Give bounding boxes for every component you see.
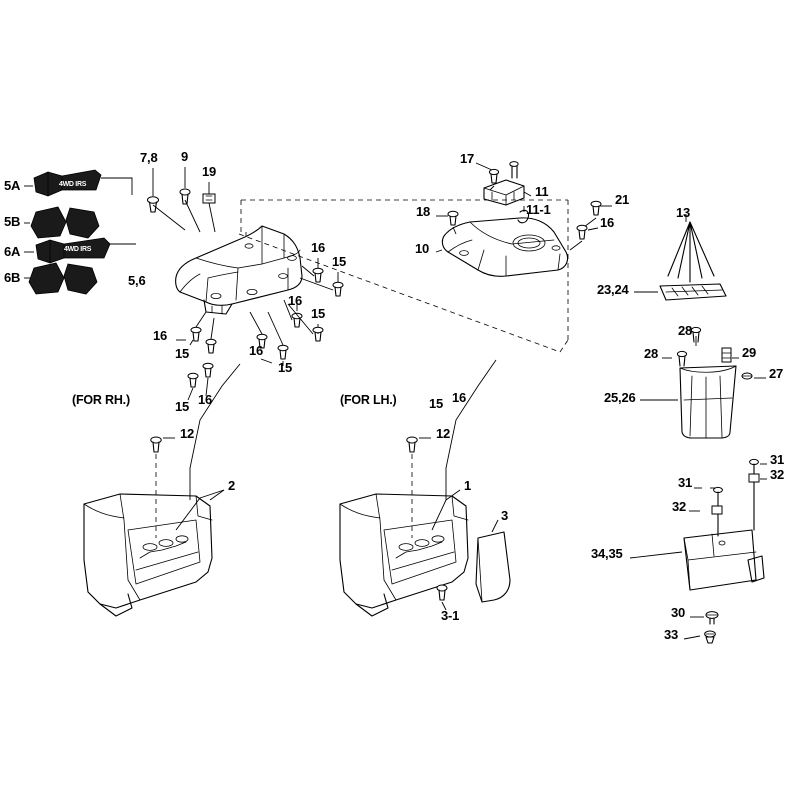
fastener-17 bbox=[476, 162, 518, 190]
fastener-9 bbox=[180, 167, 190, 204]
label-32-b: 32 bbox=[672, 499, 687, 514]
rh-side-cover bbox=[176, 226, 302, 314]
label-28-a: 28 bbox=[678, 323, 693, 338]
label-30: 30 bbox=[671, 605, 686, 620]
decal-badge-6a: 4WD IRS bbox=[64, 246, 92, 253]
label-1: 1 bbox=[464, 478, 472, 493]
fastener-28-b bbox=[662, 351, 687, 366]
decal-5b bbox=[31, 207, 99, 238]
label-7-8: 7,8 bbox=[140, 150, 158, 165]
label-16-a: 16 bbox=[311, 240, 326, 255]
fastener-28-a bbox=[691, 327, 700, 346]
label-12-lh: 12 bbox=[436, 426, 451, 441]
fastener-32-b bbox=[689, 506, 722, 514]
label-5-6: 5,6 bbox=[128, 273, 146, 288]
label-9: 9 bbox=[181, 149, 189, 164]
label-15-a: 15 bbox=[332, 254, 347, 269]
fastener-18 bbox=[436, 211, 458, 234]
fastener-29 bbox=[722, 348, 739, 362]
label-15-d: 15 bbox=[278, 360, 293, 375]
label-16-c: 16 bbox=[153, 328, 168, 343]
label-11-1: 11-1 bbox=[526, 202, 551, 217]
label-3: 3 bbox=[501, 508, 509, 523]
label-6b: 6B bbox=[4, 270, 21, 285]
decal-badge-5a: 4WD IRS bbox=[59, 181, 87, 188]
label-for-lh: (FOR LH.) bbox=[340, 393, 397, 407]
label-23-24: 23,24 bbox=[597, 282, 629, 297]
fastener-31-a bbox=[750, 459, 767, 530]
label-6a: 6A bbox=[4, 244, 21, 259]
label-31-a: 31 bbox=[770, 452, 785, 467]
console-box-34-35 bbox=[630, 530, 764, 590]
tunnel-cover bbox=[442, 218, 567, 276]
fastener-16-g bbox=[570, 225, 598, 250]
label-19: 19 bbox=[202, 164, 217, 179]
label-27: 27 bbox=[769, 366, 784, 381]
rh-fasteners bbox=[176, 258, 343, 400]
fastener-3-1 bbox=[437, 585, 447, 610]
fastener-30 bbox=[690, 612, 718, 624]
label-16-b: 16 bbox=[288, 293, 303, 308]
kick-panel-3 bbox=[476, 520, 510, 602]
label-5b: 5B bbox=[4, 214, 21, 229]
label-33: 33 bbox=[664, 627, 679, 642]
floor-pan-lh bbox=[340, 437, 468, 616]
label-15-c: 15 bbox=[175, 346, 190, 361]
handle-assembly-13 bbox=[634, 214, 726, 300]
fastener-27 bbox=[742, 373, 766, 379]
label-for-rh: (FOR RH.) bbox=[72, 393, 130, 407]
label-16-d: 16 bbox=[249, 343, 264, 358]
bucket-25-26 bbox=[640, 366, 736, 438]
label-3-1: 3-1 bbox=[441, 608, 460, 623]
label-10: 10 bbox=[415, 241, 430, 256]
label-21: 21 bbox=[615, 192, 630, 207]
label-34-35: 34,35 bbox=[591, 546, 623, 561]
label-5a: 5A bbox=[4, 178, 21, 193]
label-15-f: 15 bbox=[429, 396, 444, 411]
label-25-26: 25,26 bbox=[604, 390, 636, 405]
label-29: 29 bbox=[742, 345, 757, 360]
label-15-e: 15 bbox=[175, 399, 190, 414]
fastener-32-a bbox=[749, 474, 767, 482]
label-16-e: 16 bbox=[198, 392, 213, 407]
label-15-b: 15 bbox=[311, 306, 326, 321]
decal-6b bbox=[29, 263, 97, 294]
label-16-g: 16 bbox=[600, 215, 615, 230]
label-18: 18 bbox=[416, 204, 431, 219]
bracket-11 bbox=[484, 180, 531, 205]
label-16-f: 16 bbox=[452, 390, 467, 405]
label-31-b: 31 bbox=[678, 475, 693, 490]
label-28-b: 28 bbox=[644, 346, 659, 361]
label-13: 13 bbox=[676, 205, 691, 220]
floor-pan-rh bbox=[84, 437, 224, 616]
label-2: 2 bbox=[228, 478, 236, 493]
fastener-33 bbox=[684, 631, 715, 643]
label-17: 17 bbox=[460, 151, 475, 166]
label-32-a: 32 bbox=[770, 467, 785, 482]
fastener-19 bbox=[203, 182, 215, 203]
label-11: 11 bbox=[535, 184, 549, 199]
label-12-rh: 12 bbox=[180, 426, 195, 441]
